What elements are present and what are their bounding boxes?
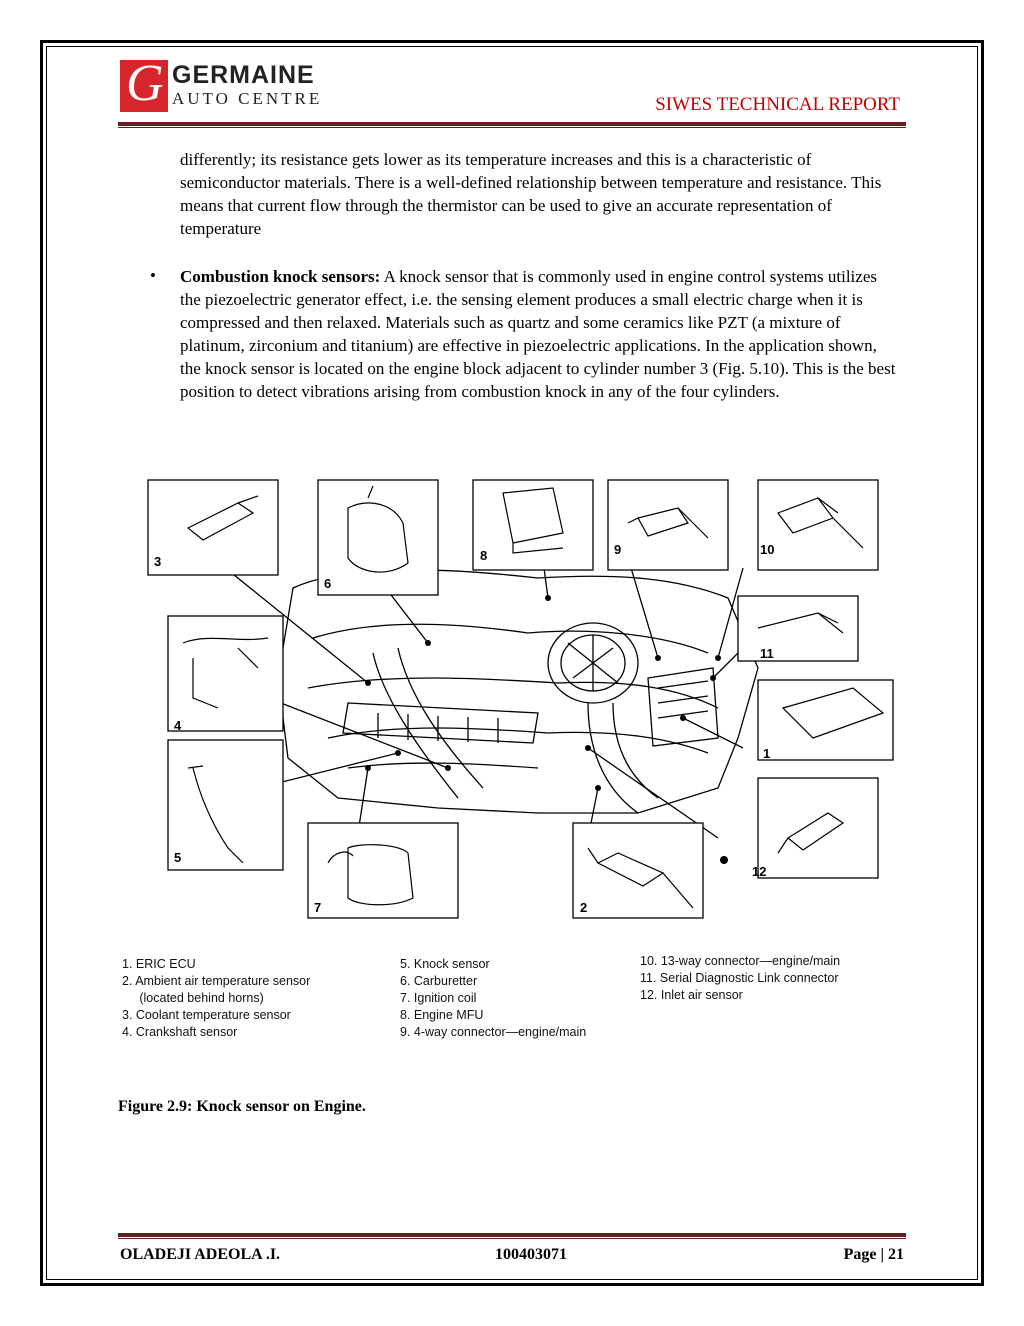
legend-column-2 (400, 956, 586, 1041)
company-logo (120, 55, 325, 112)
callout-11: 11 (760, 646, 774, 661)
legend-item: 9. 4-way connector—engine/main (400, 1025, 587, 1039)
footer-rule (118, 1233, 906, 1237)
legend-item: 3. Coolant temperature sensor (122, 1008, 291, 1022)
legend-item: 5. Knock sensor (400, 957, 490, 971)
callout-5: 5 (174, 850, 182, 865)
callout-3: 3 (154, 554, 162, 569)
legend-item: 12. Inlet air sensor (640, 988, 743, 1002)
header-rule-thin (118, 127, 906, 128)
bullet-icon: • (150, 266, 156, 285)
footer-rule-thin (118, 1238, 906, 1239)
logo-name: GERMAINE (172, 61, 315, 89)
callout-9: 9 (614, 542, 622, 557)
legend-item: 6. Carburetter (400, 974, 478, 988)
callout-12: 12 (752, 864, 767, 879)
legend-item: 10. 13-way connector—engine/main (640, 954, 841, 968)
header-rule (118, 122, 906, 126)
bullet-heading: Combustion knock sensors: (180, 267, 381, 286)
footer-matric: 100403071 (495, 1246, 567, 1263)
callout-6: 6 (324, 576, 332, 591)
legend-item: 11. Serial Diagnostic Link connector (640, 971, 839, 985)
legend-item: 2. Ambient air temperature sensor (122, 974, 311, 988)
callout-7: 7 (314, 900, 322, 915)
callout-8: 8 (480, 548, 488, 563)
legend-item: 7. Ignition coil (400, 991, 477, 1005)
callout-10: 10 (760, 542, 775, 557)
callout-2: 2 (580, 900, 588, 915)
callout-1: 1 (763, 746, 771, 761)
figure-caption: Figure 2.9: Knock sensor on Engine. (118, 1098, 366, 1115)
legend-item: 4. Crankshaft sensor (122, 1025, 238, 1039)
report-title: SIWES TECHNICAL REPORT (655, 94, 900, 115)
legend-column-1 (122, 956, 310, 1041)
footer-page-number: Page | 21 (843, 1246, 904, 1263)
callout-4: 4 (174, 718, 182, 733)
footer-author: OLADEJI ADEOLA .I. (120, 1246, 281, 1263)
legend-column-3 (640, 953, 840, 1004)
legend-item: 1. ERIC ECU (122, 957, 196, 971)
bullet-text: A knock sensor that is commonly used in engine control systems utilizes the piezoelectric generator effect, i.e. the sensing element produces a small electric charge when it is compressed and then relaxed. Materials such as quartz and some ceramics like PZT (a mixture of platinum, zirconium and titanium) are effective in piezoelectric applications. In the application shown, the knock sensor is located on the engine block adjacent to cylinder number 3 (Fig. 5.10). This is the best position to detect vibrations arising from combustion knock in any of the four cylinders. (180, 267, 896, 401)
logo-subtitle: AUTO CENTRE (172, 89, 323, 108)
legend-item: (located behind horns) (122, 991, 264, 1005)
paragraph-knock-sensors (180, 265, 900, 403)
logo-mark: G (120, 60, 168, 112)
paragraph-thermistor: differently; its resistance gets lower as its temperature increases and this is a characteristic of semiconductor materials. There is a well-defined relationship between temperature and resistance. This means that current flow through the thermistor can be used to give an accurate representation of temperature (180, 150, 882, 238)
legend-item: 8. Engine MFU (400, 1008, 484, 1022)
